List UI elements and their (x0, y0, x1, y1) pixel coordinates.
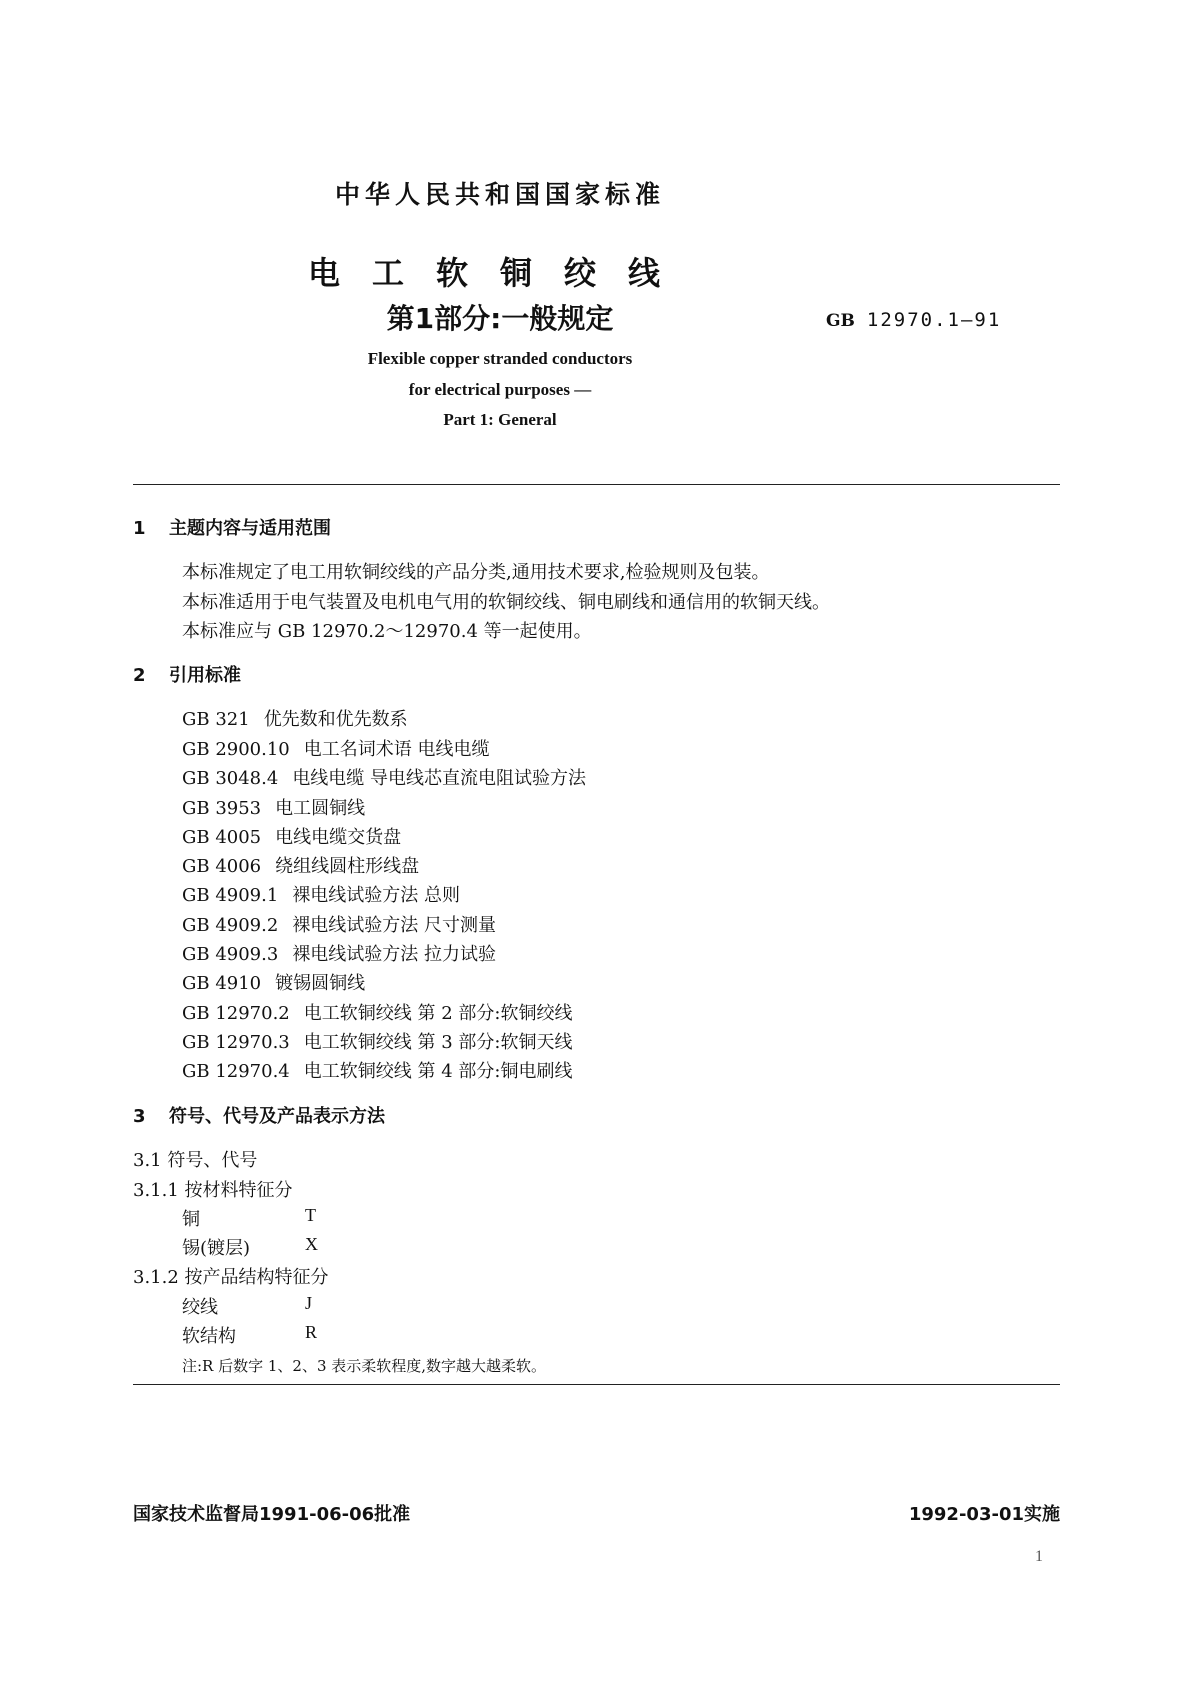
reference-title: 绕组线圆柱形线盘 (275, 856, 420, 877)
reference-title: 电工圆铜线 (275, 798, 366, 819)
reference-item (182, 881, 460, 907)
paragraph: 本标准应与 GB 12970.2～12970.4 等一起使用。 (182, 621, 592, 642)
title-en-line-2: for electrical purposes — (408, 380, 592, 399)
paragraph: 本标准规定了电工用软铜绞线的产品分类,通用技术要求,检验规则及包装。 (182, 562, 770, 583)
reference-item (182, 999, 572, 1025)
reference-item (182, 705, 408, 731)
subtitle-cn: 第1部分:一般规定 (386, 302, 614, 335)
reference-code: GB 4909.2 (182, 915, 279, 936)
reference-item (182, 969, 365, 995)
reference-item (182, 764, 586, 790)
footer-rule (133, 1384, 1060, 1385)
reference-title: 电工软铜绞线 第 4 部分:铜电刷线 (303, 1061, 573, 1082)
reference-title: 裸电线试验方法 拉力试验 (292, 944, 497, 965)
reference-item (182, 940, 496, 966)
structure-code: J (305, 1293, 313, 1313)
page-number: 1 (1035, 1548, 1043, 1565)
note: 注:R 后数字 1、2、3 表示柔软程度,数字越大越柔软。 (182, 1357, 547, 1375)
reference-code: GB 12970.2 (182, 1003, 290, 1024)
title-en-line-3: Part 1: General (443, 410, 557, 429)
reference-code: GB 4909.3 (182, 944, 279, 965)
title-en-line-1: Flexible copper stranded conductors (367, 349, 633, 368)
section-1-heading (133, 514, 331, 540)
title-cn: 电工软铜绞线 (307, 254, 692, 292)
reference-item (182, 852, 419, 878)
material-code: X (305, 1234, 318, 1254)
reference-item (182, 1057, 572, 1083)
structure-code: R (305, 1322, 318, 1342)
standard-code: 12970.1—91 (866, 309, 1002, 331)
reference-title: 镀锡圆铜线 (275, 973, 366, 994)
section-title: 引用标准 (169, 665, 241, 686)
effective-date: 1992-03-01实施 (908, 1504, 1060, 1525)
subsection-3-1: 3.1 符号、代号 (133, 1150, 258, 1171)
standard-number (826, 309, 1001, 331)
reference-item (182, 735, 490, 761)
reference-item (182, 823, 401, 849)
standard-prefix: GB (826, 311, 855, 331)
subsection-3-1-1: 3.1.1 按材料特征分 (133, 1180, 293, 1201)
reference-code: GB 321 (182, 709, 250, 730)
section-3-heading (133, 1102, 385, 1128)
approval-date: 国家技术监督局1991-06-06批准 (133, 1504, 411, 1525)
reference-title: 电线电缆交货盘 (275, 827, 402, 848)
reference-title: 电工软铜绞线 第 2 部分:软铜绞线 (303, 1003, 573, 1024)
section-2-heading (133, 661, 241, 687)
reference-title: 优先数和优先数系 (263, 709, 408, 730)
header-rule (133, 484, 1060, 485)
reference-code: GB 12970.4 (182, 1061, 290, 1082)
reference-title: 电线电缆 导电线芯直流电阻试验方法 (292, 768, 587, 789)
section-title: 符号、代号及产品表示方法 (169, 1106, 385, 1127)
reference-code: GB 2900.10 (182, 739, 290, 760)
material-name: 铜 (182, 1209, 200, 1230)
reference-code: GB 4005 (182, 827, 262, 848)
reference-title: 裸电线试验方法 尺寸测量 (292, 915, 497, 936)
reference-code: GB 12970.3 (182, 1032, 290, 1053)
subsection-3-1-2: 3.1.2 按产品结构特征分 (133, 1267, 329, 1288)
reference-code: GB 3953 (182, 798, 262, 819)
structure-name: 绞线 (182, 1297, 218, 1318)
reference-title: 电工软铜绞线 第 3 部分:软铜天线 (303, 1032, 573, 1053)
material-name: 锡(镀层) (182, 1238, 251, 1259)
reference-title: 电工名词术语 电线电缆 (303, 739, 490, 760)
structure-name: 软结构 (182, 1326, 236, 1347)
national-standard-heading: 中华人民共和国国家标准 (334, 180, 665, 209)
reference-item (182, 911, 496, 937)
section-number: 1 (133, 518, 146, 539)
paragraph: 本标准适用于电气装置及电机电气用的软铜绞线、铜电刷线和通信用的软铜天线。 (182, 592, 830, 613)
material-code: T (305, 1205, 316, 1225)
reference-title: 裸电线试验方法 总则 (292, 885, 461, 906)
reference-code: GB 4910 (182, 973, 262, 994)
reference-item (182, 1028, 572, 1054)
reference-code: GB 4006 (182, 856, 262, 877)
reference-item (182, 794, 365, 820)
section-title: 主题内容与适用范围 (169, 518, 331, 539)
reference-code: GB 4909.1 (182, 885, 279, 906)
section-number: 3 (133, 1106, 146, 1127)
section-number: 2 (133, 665, 146, 686)
reference-code: GB 3048.4 (182, 768, 279, 789)
